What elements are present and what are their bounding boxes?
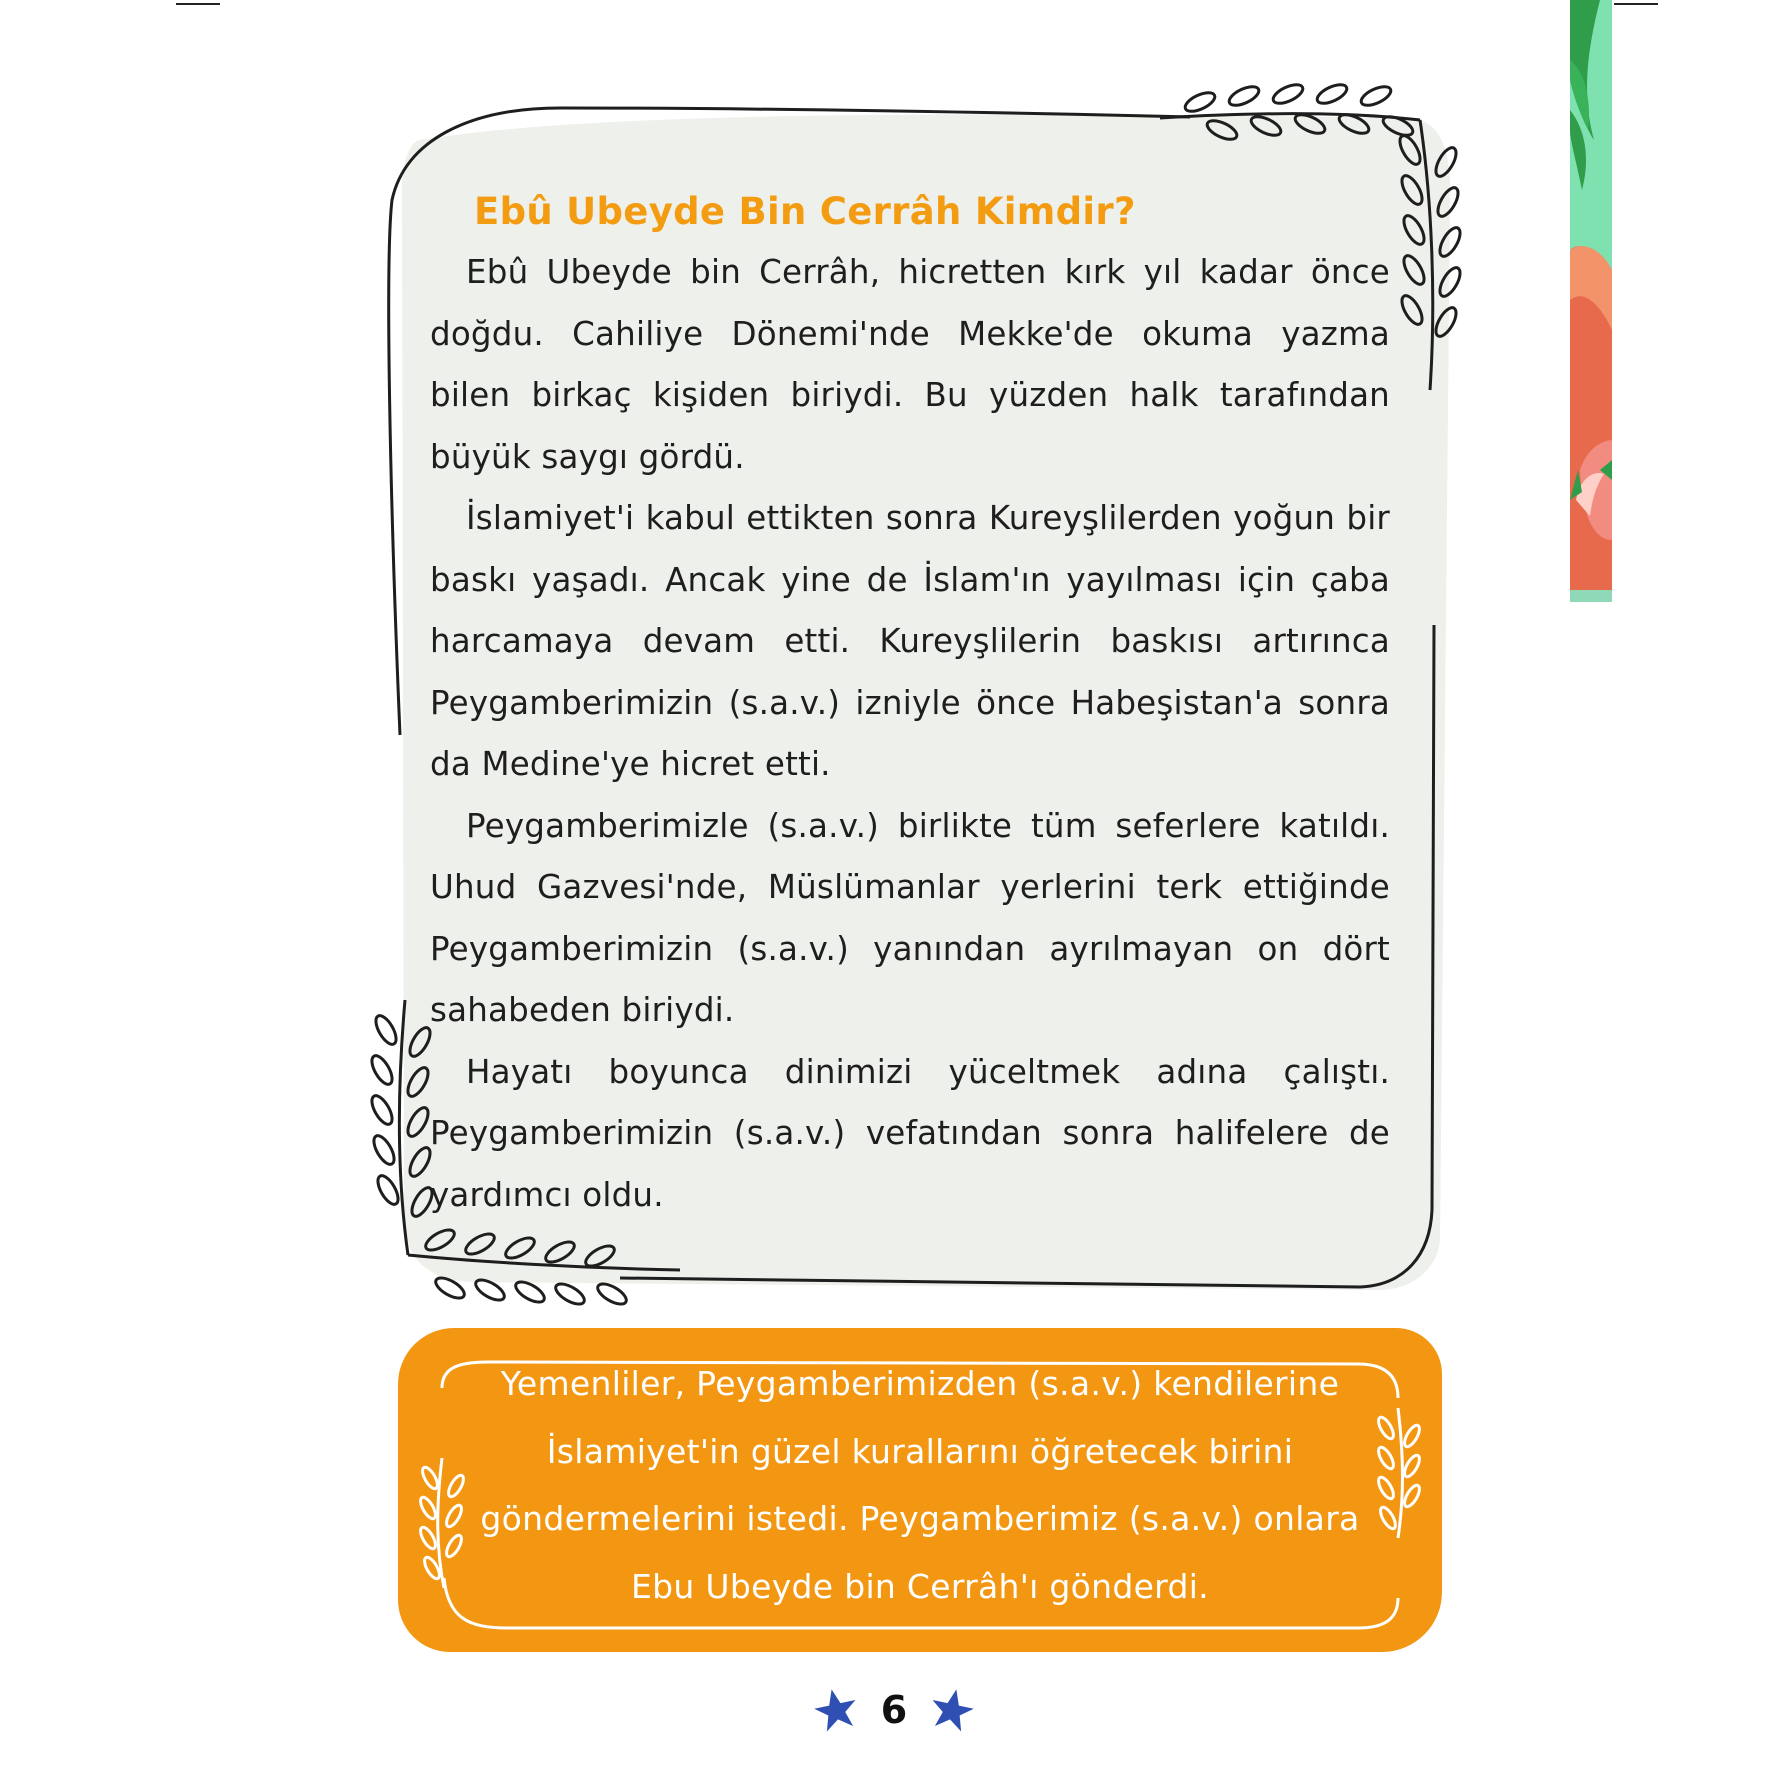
page-footer — [0, 1682, 1788, 1738]
card-paragraph-4: Hayatı boyunca dinimizi yüceltmek adına çalıştı. Peygamberimizin (s.a.v.) vefatından sonra halifelere de yardımcı oldu. — [430, 1052, 1390, 1214]
card-paragraph-1: Ebû Ubeyde bin Cerrâh, hicretten kırk yıl kadar önce doğdu. Cahiliye Dönemi'nde Mekke'de okuma yazma bilen birkaç kişiden biriydi. Bu yüzden halk tarafından büyük saygı gördü. — [430, 253, 1390, 476]
card-paragraph-3: Peygamberimizle (s.a.v.) birlikte tüm seferlere katıldı. Uhud Gazvesi'nde, Müslümanlar yerlerini terk ettiğinde Peygamberimizin (s.a.v.) yanından ayrılmayan on dört sahabeden biriydi. — [430, 806, 1390, 1029]
note-text: Yemenliler, Peygamberimizden (s.a.v.) kendilerine İslamiyet'in güzel kurallarını öğretecek birini göndermelerini istedi. Peygamberimiz (s.a.v.) onlara Ebu Ubeyde bin Cerrâh'ı gönderdi. — [480, 1364, 1360, 1606]
info-card — [430, 188, 1390, 1226]
card-paragraph-2: İslamiyet'i kabul ettikten sonra Kureyşlilerden yoğun bir baskı yaşadı. Ancak yine de İslam'ın yayılması için çaba harcamaya devam etti. Kureyşlilerin baskısı artırınca Peygamberimizin (s.a.v.) izniyle önce Habeşistan'a sonra da Medine'ye hicret etti. — [430, 499, 1390, 783]
note-box — [398, 1328, 1442, 1652]
page-number: 6 — [880, 1688, 908, 1732]
card-title: Ebû Ubeyde Bin Cerrâh Kimdir? — [474, 190, 1136, 233]
star-icon-right — [929, 1687, 975, 1733]
star-icon-left — [813, 1687, 859, 1733]
